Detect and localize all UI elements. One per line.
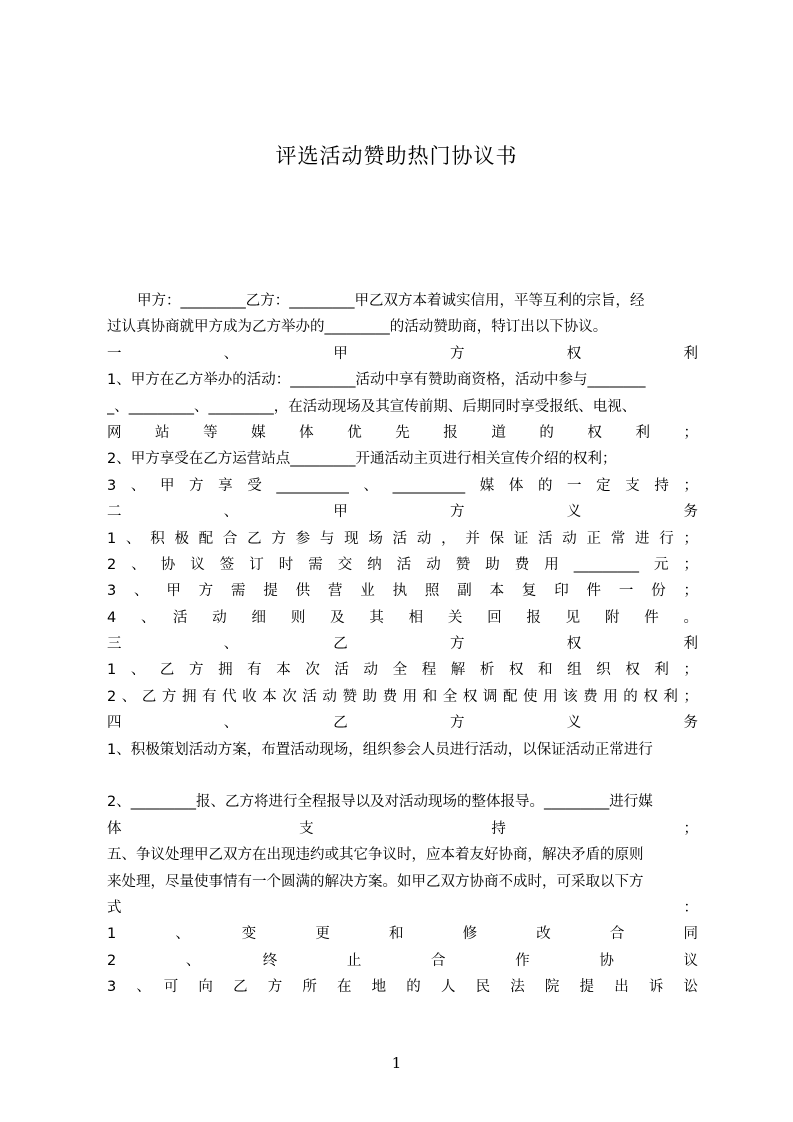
paragraph-line: 1、积极策划活动方案，布置活动现场，组织参会人员进行活动，以保证活动正常进行 [107, 741, 653, 758]
paragraph-line: 来处理，尽量使事情有一个圆满的解决方案。如甲乙双方协商不成时，可采取以下方 [107, 873, 644, 890]
paragraph-line: 1、积极配合乙方参与现场活动，并保证活动正常进行； [107, 530, 698, 547]
paragraph-line: 1、甲方在乙方举办的活动：_________活动中享有赞助商资格，活动中参与________ [107, 372, 646, 389]
paragraph-line: 网 站 等 媒 体 优 先 报 道 的 权 利 ； [107, 424, 698, 441]
paragraph-line: 3、甲方需提供营业执照副本复印件一份； [107, 583, 698, 600]
paragraph-line: 1、乙方拥有本次活动全程解析权和组织权利； [107, 662, 698, 679]
section-heading: 二 、 甲 方 义 务 [107, 504, 698, 521]
section-heading: 四 、 乙 方 义 务 [107, 715, 698, 732]
paragraph-line: 体 支 持 ； [107, 820, 698, 837]
paragraph-line: 甲方：_________乙方：_________甲乙双方本着诚实信用，平等互利的宗旨，经 [137, 293, 645, 309]
section-heading: 三 、 乙 方 权 利 [107, 636, 698, 653]
page-number: 1 [391, 1054, 402, 1072]
paragraph-line: 2、_________报、乙方将进行全程报导以及对活动现场的整体报导。_________进行媒 [107, 794, 653, 811]
paragraph-line: 3、甲方享受__________、__________媒体的一定支持； [107, 477, 698, 494]
paragraph-line: 2 、 终 止 合 作 协 议 [107, 952, 698, 969]
paragraph-line: 过认真协商就甲方成为乙方举办的_________的活动赞助商，特订出以下协议。 [107, 319, 608, 336]
paragraph-line: 2、协议签订时需交纳活动赞助费用_________元； [107, 556, 698, 573]
paragraph-line: 2、甲方享受在乙方运营站点_________开通活动主页进行相关宣传介绍的权利； [107, 451, 617, 468]
section-heading: 一 、 甲 方 权 利 [107, 345, 698, 362]
paragraph-line: _、_________、_________，在活动现场及其宣传前期、后期同时享受报纸、电视、 [107, 398, 637, 415]
document-title: 评选活动赞助热门协议书 [275, 144, 518, 168]
blank-line [107, 763, 698, 789]
paragraph-line: 式 ： [107, 899, 698, 916]
document-body [107, 288, 698, 1001]
section-heading: 五、争议处理甲乙双方在出现违约或其它争议时，应本着友好协商，解决矛盾的原则 [107, 847, 644, 864]
paragraph-line: 1 、 变 更 和 修 改 合 同 [107, 926, 698, 943]
paragraph-line: 4 、 活 动 细 则 及 其 相 关 回 报 见 附 件 。 [107, 609, 698, 626]
paragraph-line: 2、乙方拥有代收本次活动赞助费用和全权调配使用该费用的权利； [107, 688, 698, 705]
paragraph-line: 3 、 可 向 乙 方 所 在 地 的 人 民 法 院 提 出 诉 讼 [107, 979, 698, 996]
